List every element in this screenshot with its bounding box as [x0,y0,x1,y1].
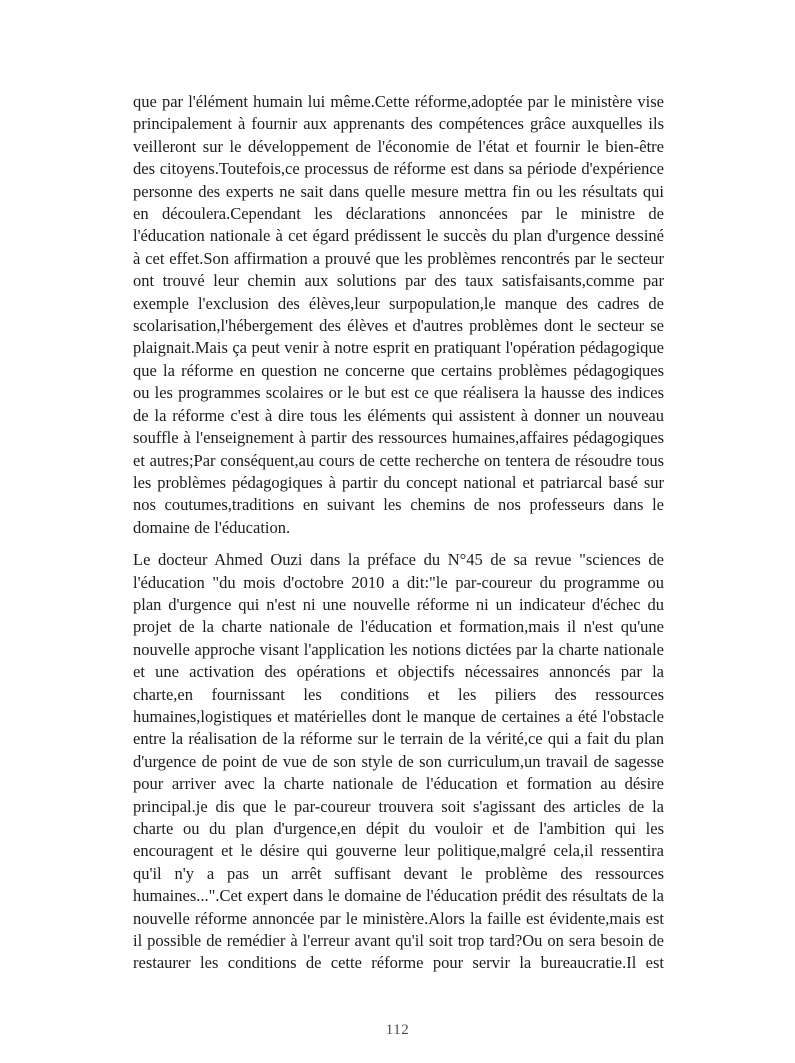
page-text-block [133,91,664,985]
body-paragraph-1: que par l'élément humain lui même.Cette réforme,adoptée par le ministère vise principalement à fournir aux apprenants des compétences grâce auxquelles ils veilleront sur le développement de l'économie de l'état et fournir le bien-être des citoyens.Toutefois,ce processus de réforme est dans sa période d'expérience personne des experts ne sait dans quelle mesure mettra fin ou les résultats qui en découlera.Cependant les déclarations annoncées par le ministre de l'éducation nationale à cet égard prédissent le succès du plan d'urgence dessiné à cet effet.Son affirmation a prouvé que les problèmes rencontrés par le secteur ont trouvé leur chemin aux solutions par des taux satisfaisants,comme par exemple l'exclusion des élèves,leur surpopulation,le manque des cadres de scolarisation,l'hébergement des élèves et d'autres problèmes dont le secteur se plaignait.Mais ça peut venir à notre esprit en pratiquant l'opération pédagogique que la réforme en question ne concerne que certains problèmes pédagogiques ou les programmes scolaires or le but est ce que réalisera la hausse des indices de la réforme c'est à dire tous les éléments qui assistent à donner un nouveau souffle à l'enseignement à partir des ressources humaines,affaires pédagogiques et autres;Par conséquent,au cours de cette recherche on tentera de résoudre tous les problèmes pédagogiques à partir du concept national et patriarcal basé sur nos coutumes,traditions en suivant les chemins de nos professeurs dans le domaine de l'éducation. [133,92,664,537]
body-paragraph-2: Le docteur Ahmed Ouzi dans la préface du N°45 de sa revue "sciences de l'éducation "du mois d'octobre 2010 a dit:"le par-coureur du programme ou plan d'urgence qui n'est ni une nouvelle réforme ni un indicateur d'échec du projet de la charte nationale de l'éducation et formation,mais il n'est qu'une nouvelle approche visant l'application les notions dictées par la charte nationale et une activation des opérations et objectifs nécessaires annoncés par la charte,en fournissant les conditions et les piliers des ressources humaines,logistiques et matérielles dont le manque de certaines a été l'obstacle entre la réalisation de la réforme sur le terrain de la vérité,ce qui a fait du plan d'urgence de point de vue de son style de son curriculum,un travail de sagesse pour arriver avec la charte nationale de l'éducation et formation au désire principal.je dis que le par-coureur trouvera soit s'agissant des articles de la charte ou du plan d'urgence,en dépit du vouloir et de l'ambition qui les encouragent et le désire qui gouverne leur politique,malgré cela,il ressentira qu'il n'y a pas un arrêt suffisant devant le problème des ressources humaines...".Cet expert dans le domaine de l'éducation prédit des résultats de la nouvelle réforme annoncée par le ministère.Alors la faille est évidente,mais est il possible de remédier à l'erreur avant qu'il soit trop tard?Ou on sera besoin de restaurer les conditions de cette réforme pour servir la bureaucratie.Il est [133,550,664,973]
page-number: 112 [385,1022,410,1038]
